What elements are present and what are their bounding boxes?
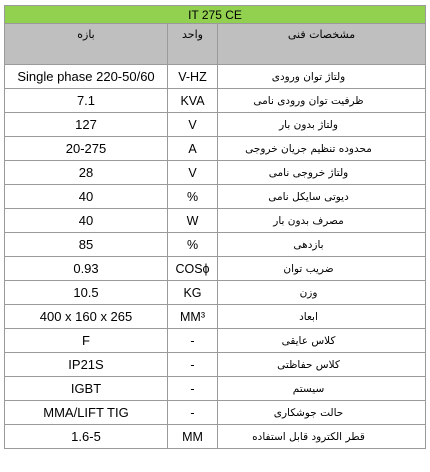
table-row (5, 329, 426, 353)
unit-cell: V-HZ (168, 65, 218, 89)
spec-cell: مصرف بدون بار (218, 209, 426, 233)
spec-cell: ولتاژ بدون بار (218, 113, 426, 137)
table-row (5, 305, 426, 329)
value-cell: 7.1 (5, 89, 168, 113)
value-cell: 28 (5, 161, 168, 185)
value-cell: 0.93 (5, 257, 168, 281)
table-row (5, 353, 426, 377)
table-row (5, 137, 426, 161)
table-row (5, 233, 426, 257)
unit-cell: - (168, 401, 218, 425)
spec-cell: محدوده تنظیم جریان خروجی (218, 137, 426, 161)
header-spec: مشخصات فنی (218, 24, 426, 65)
spec-cell: سیستم (218, 377, 426, 401)
unit-cell: W (168, 209, 218, 233)
header-unit: واحد (168, 24, 218, 65)
value-cell: 400 x 160 x 265 (5, 305, 168, 329)
unit-cell: V (168, 161, 218, 185)
unit-cell: COSϕ (168, 257, 218, 281)
value-cell: 127 (5, 113, 168, 137)
spec-table (4, 5, 426, 449)
spec-cell: ولتاژ توان ورودی (218, 65, 426, 89)
table-body (5, 65, 426, 449)
spec-cell: ولتاژ خروجی نامی (218, 161, 426, 185)
spec-cell: بازدهی (218, 233, 426, 257)
spec-cell: ظرفیت توان ورودی نامی (218, 89, 426, 113)
spec-cell: وزن (218, 281, 426, 305)
table-row (5, 89, 426, 113)
unit-cell: MM (168, 425, 218, 449)
table-title: IT 275 CE (5, 6, 426, 24)
unit-cell: A (168, 137, 218, 161)
spec-cell: کلاس عایقی (218, 329, 426, 353)
value-cell: IP21S (5, 353, 168, 377)
table-row (5, 113, 426, 137)
unit-cell: KG (168, 281, 218, 305)
unit-cell: - (168, 377, 218, 401)
unit-cell: V (168, 113, 218, 137)
unit-cell: % (168, 185, 218, 209)
unit-cell: MM³ (168, 305, 218, 329)
spec-cell: قطر الکترود قابل استفاده (218, 425, 426, 449)
table-row (5, 209, 426, 233)
table-row (5, 65, 426, 89)
value-cell: Single phase 220-50/60 (5, 65, 168, 89)
table-row (5, 377, 426, 401)
spec-cell: دیوتی سایکل نامی (218, 185, 426, 209)
header-row (5, 24, 426, 65)
value-cell: F (5, 329, 168, 353)
value-cell: 10.5 (5, 281, 168, 305)
unit-cell: - (168, 329, 218, 353)
header-value: بازه (5, 24, 168, 65)
spec-cell: ضریب توان (218, 257, 426, 281)
table-row (5, 185, 426, 209)
unit-cell: KVA (168, 89, 218, 113)
unit-cell: - (168, 353, 218, 377)
value-cell: 20-275 (5, 137, 168, 161)
table-row (5, 257, 426, 281)
unit-cell: % (168, 233, 218, 257)
value-cell: 40 (5, 209, 168, 233)
table-row (5, 425, 426, 449)
title-row (5, 6, 426, 24)
value-cell: IGBT (5, 377, 168, 401)
table-row (5, 161, 426, 185)
table-row (5, 401, 426, 425)
spec-cell: ابعاد (218, 305, 426, 329)
value-cell: 1.6-5 (5, 425, 168, 449)
value-cell: MMA/LIFT TIG (5, 401, 168, 425)
spec-cell: کلاس حفاظتی (218, 353, 426, 377)
value-cell: 85 (5, 233, 168, 257)
table-row (5, 281, 426, 305)
spec-cell: حالت جوشکاری (218, 401, 426, 425)
value-cell: 40 (5, 185, 168, 209)
